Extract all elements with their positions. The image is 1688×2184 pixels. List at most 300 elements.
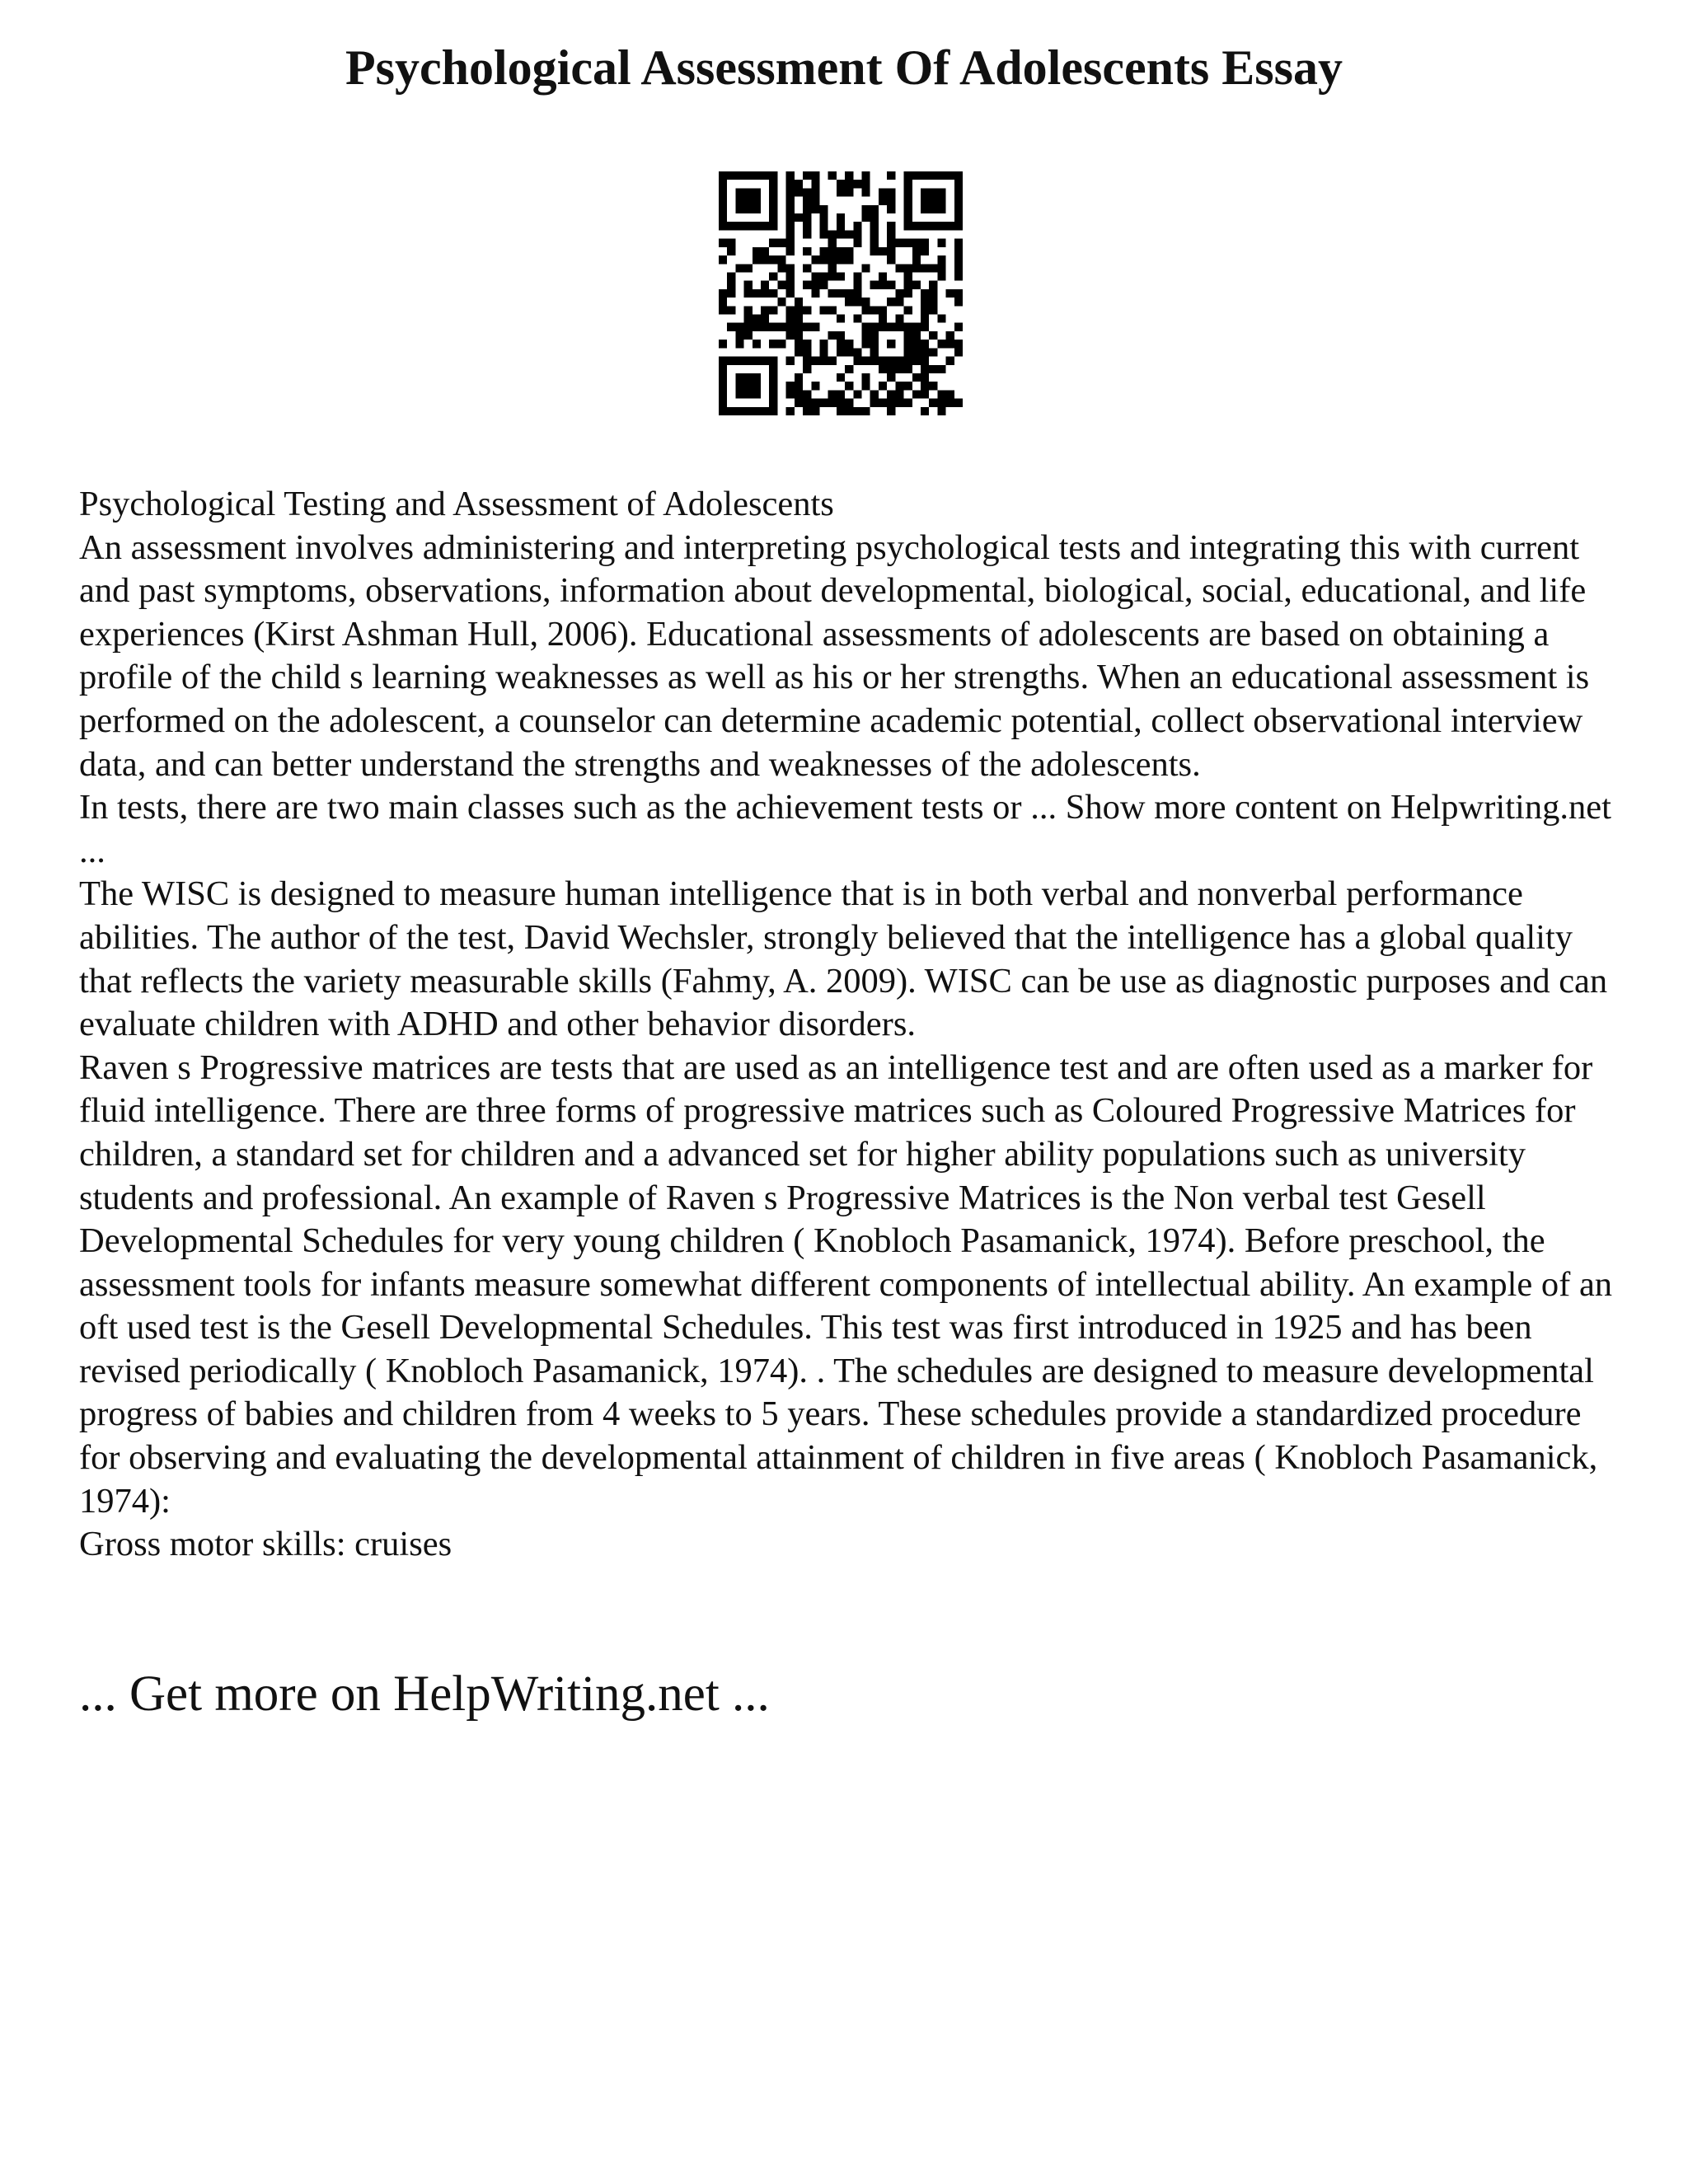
qr-module bbox=[929, 171, 937, 180]
qr-module bbox=[744, 357, 753, 365]
qr-module bbox=[837, 180, 845, 188]
qr-module bbox=[744, 171, 753, 180]
qr-module bbox=[828, 272, 837, 280]
qr-module bbox=[954, 255, 963, 264]
qr-module bbox=[862, 340, 870, 348]
qr-module bbox=[819, 357, 828, 365]
qr-module bbox=[811, 255, 819, 264]
qr-module bbox=[761, 315, 769, 323]
qr-module bbox=[753, 197, 761, 205]
get-more-link[interactable]: ... Get more on HelpWriting.net ... bbox=[79, 1666, 770, 1722]
qr-module bbox=[921, 247, 929, 255]
qr-module bbox=[837, 247, 845, 255]
qr-module bbox=[921, 357, 929, 365]
qr-module bbox=[753, 315, 761, 323]
qr-module bbox=[735, 331, 743, 340]
qr-module bbox=[895, 399, 903, 407]
qr-module bbox=[921, 382, 929, 390]
qr-module bbox=[904, 323, 912, 331]
qr-module bbox=[753, 247, 761, 255]
qr-module bbox=[954, 247, 963, 255]
qr-module bbox=[719, 197, 727, 205]
qr-module bbox=[744, 407, 753, 415]
qr-module bbox=[921, 298, 929, 306]
qr-module bbox=[937, 239, 945, 247]
qr-module bbox=[811, 197, 819, 205]
paragraph: Raven s Progressive matrices are tests that are used as an intelligence test and are often used as a marker for fluid intelligence. There are three forms of progressive matrices such as Coloured Progressive Matrices for children, a standard set for children and a advanced set for higher ability populations such as university students and professional. An example of Raven s Progressive Matrices is the Non verbal test Gesell Developmental Schedules for very young children ( Knobloch Pasamanick, 1974). Before preschool, the assessment tools for infants measure somewhat different components of intellectual ability. An example of an oft used test is the Gesell Developmental Schedules. This test was first introduced in 1925 and has been revised periodically ( Knobloch Pasamanick, 1974). . The schedules are designed to measure developmental progress of babies and children from 4 weeks to 5 years. These schedules provide a standardized procedure for observing and evaluating the developmental attainment of children in five areas ( Knobloch Pasamanick, 1974): bbox=[79, 1047, 1613, 1521]
qr-module bbox=[937, 407, 945, 415]
qr-module bbox=[895, 382, 903, 390]
qr-module bbox=[904, 239, 912, 247]
qr-module bbox=[795, 323, 803, 331]
qr-module bbox=[887, 390, 895, 398]
qr-module bbox=[744, 222, 753, 230]
qr-module bbox=[887, 239, 895, 247]
qr-module bbox=[761, 222, 769, 230]
qr-module bbox=[727, 222, 735, 230]
qr-module bbox=[735, 222, 743, 230]
qr-module bbox=[937, 171, 945, 180]
qr-module bbox=[929, 264, 937, 272]
qr-module bbox=[929, 289, 937, 298]
qr-module bbox=[735, 357, 743, 365]
qr-module bbox=[904, 197, 912, 205]
qr-module bbox=[719, 382, 727, 390]
qr-module bbox=[744, 188, 753, 196]
qr-module bbox=[777, 323, 785, 331]
qr-module bbox=[811, 407, 819, 415]
qr-module bbox=[811, 323, 819, 331]
qr-module bbox=[921, 264, 929, 272]
qr-module bbox=[719, 298, 727, 306]
qr-module bbox=[887, 255, 895, 264]
qr-module bbox=[761, 323, 769, 331]
qr-module bbox=[837, 407, 845, 415]
qr-module bbox=[837, 373, 845, 382]
qr-module bbox=[929, 197, 937, 205]
qr-module bbox=[786, 390, 795, 398]
qr-module bbox=[870, 323, 879, 331]
qr-module bbox=[845, 298, 853, 306]
qr-module bbox=[777, 264, 785, 272]
qr-module bbox=[719, 306, 727, 314]
qr-module bbox=[786, 222, 795, 230]
qr-module bbox=[921, 205, 929, 213]
qr-module bbox=[761, 407, 769, 415]
qr-module bbox=[912, 281, 921, 289]
qr-module bbox=[753, 340, 761, 348]
qr-module bbox=[912, 323, 921, 331]
qr-module bbox=[954, 222, 963, 230]
qr-module bbox=[786, 382, 795, 390]
qr-module bbox=[862, 205, 870, 213]
qr-module bbox=[735, 171, 743, 180]
qr-module bbox=[921, 306, 929, 314]
qr-module bbox=[887, 247, 895, 255]
qr-module bbox=[887, 197, 895, 205]
qr-module bbox=[769, 222, 777, 230]
qr-module bbox=[819, 348, 828, 356]
qr-module bbox=[727, 357, 735, 365]
qr-module bbox=[895, 323, 903, 331]
qr-module bbox=[937, 264, 945, 272]
qr-module bbox=[946, 399, 954, 407]
qr-module bbox=[735, 340, 743, 348]
qr-module bbox=[761, 247, 769, 255]
qr-module bbox=[921, 390, 929, 398]
qr-module bbox=[904, 171, 912, 180]
qr-module bbox=[803, 213, 811, 222]
qr-module bbox=[786, 357, 795, 365]
qr-module bbox=[811, 180, 819, 188]
qr-module bbox=[895, 239, 903, 247]
qr-module bbox=[719, 340, 727, 348]
qr-module bbox=[828, 239, 837, 247]
qr-module bbox=[769, 197, 777, 205]
qr-module bbox=[735, 390, 743, 398]
qr-module bbox=[870, 213, 879, 222]
qr-module bbox=[735, 323, 743, 331]
qr-module bbox=[761, 255, 769, 264]
qr-module bbox=[879, 315, 887, 323]
qr-module bbox=[819, 281, 828, 289]
qr-module bbox=[921, 315, 929, 323]
qr-module bbox=[828, 306, 837, 314]
qr-module bbox=[719, 390, 727, 398]
qr-module bbox=[828, 255, 837, 264]
paragraph-show-more: In tests, there are two main classes such as the achievement tests or ... Show more content on Helpwriting.net ... bbox=[79, 788, 1611, 870]
qr-module bbox=[837, 255, 845, 264]
qr-module bbox=[795, 298, 803, 306]
qr-module bbox=[837, 315, 845, 323]
qr-module bbox=[753, 289, 761, 298]
qr-module bbox=[912, 390, 921, 398]
qr-module bbox=[819, 222, 828, 230]
qr-module bbox=[895, 289, 903, 298]
qr-module bbox=[912, 340, 921, 348]
qr-module bbox=[879, 382, 887, 390]
qr-module bbox=[803, 247, 811, 255]
qr-module bbox=[879, 197, 887, 205]
qr-module bbox=[895, 315, 903, 323]
qr-module bbox=[727, 289, 735, 298]
qr-module bbox=[769, 382, 777, 390]
qr-module bbox=[727, 247, 735, 255]
qr-module bbox=[954, 205, 963, 213]
qr-module bbox=[803, 222, 811, 230]
qr-module bbox=[769, 323, 777, 331]
qr-module bbox=[937, 272, 945, 280]
qr-module bbox=[837, 289, 845, 298]
paragraph: Gross motor skills: cruises bbox=[79, 1525, 452, 1564]
qr-module bbox=[853, 407, 861, 415]
qr-module bbox=[870, 348, 879, 356]
qr-module bbox=[786, 281, 795, 289]
qr-module bbox=[795, 331, 803, 340]
qr-module bbox=[879, 323, 887, 331]
qr-module bbox=[786, 315, 795, 323]
qr-module bbox=[904, 264, 912, 272]
qr-module bbox=[904, 188, 912, 196]
qr-module bbox=[845, 382, 853, 390]
qr-module bbox=[937, 197, 945, 205]
qr-module bbox=[803, 365, 811, 373]
qr-module bbox=[819, 340, 828, 348]
qr-module bbox=[803, 357, 811, 365]
qr-module bbox=[803, 390, 811, 398]
paragraph: The WISC is designed to measure human intelligence that is in both verbal and nonverbal performance abilities. The author of the test, David Wechsler, strongly believed that the intelligence has a global quality that reflects the variety measurable skills (Fahmy, A. 2009). WISC can be use as diagnostic purposes and can evaluate children with ADHD and other behavior disorders. bbox=[79, 874, 1608, 1044]
qr-module bbox=[853, 289, 861, 298]
qr-module bbox=[870, 340, 879, 348]
qr-module bbox=[904, 357, 912, 365]
qr-module bbox=[819, 306, 828, 314]
qr-module bbox=[744, 373, 753, 382]
qr-module bbox=[862, 331, 870, 340]
qr-module bbox=[845, 289, 853, 298]
qr-module bbox=[786, 306, 795, 314]
qr-module bbox=[828, 357, 837, 365]
qr-module bbox=[887, 407, 895, 415]
qr-module bbox=[937, 205, 945, 213]
qr-module bbox=[921, 373, 929, 382]
qr-module bbox=[904, 348, 912, 356]
qr-module bbox=[795, 315, 803, 323]
qr-module bbox=[937, 390, 945, 398]
qr-module bbox=[811, 289, 819, 298]
qr-module bbox=[803, 348, 811, 356]
qr-module bbox=[819, 230, 828, 238]
qr-module bbox=[786, 213, 795, 222]
qr-module bbox=[904, 289, 912, 298]
qr-module bbox=[803, 264, 811, 272]
qr-module bbox=[929, 298, 937, 306]
qr-module bbox=[786, 407, 795, 415]
qr-module bbox=[937, 315, 945, 323]
qr-module bbox=[819, 255, 828, 264]
qr-module bbox=[744, 315, 753, 323]
qr-module bbox=[777, 255, 785, 264]
qr-module bbox=[803, 188, 811, 196]
paragraph-heading: Psychological Testing and Assessment of Adolescents bbox=[79, 485, 834, 523]
qr-module bbox=[777, 340, 785, 348]
qr-module bbox=[828, 399, 837, 407]
qr-module bbox=[929, 222, 937, 230]
qr-module bbox=[954, 180, 963, 188]
qr-module bbox=[853, 180, 861, 188]
qr-module bbox=[769, 340, 777, 348]
qr-module bbox=[744, 382, 753, 390]
qr-module bbox=[912, 239, 921, 247]
qr-module bbox=[954, 348, 963, 356]
qr-module bbox=[879, 272, 887, 280]
qr-module bbox=[786, 180, 795, 188]
qr-module bbox=[819, 247, 828, 255]
qr-module bbox=[904, 281, 912, 289]
qr-module bbox=[761, 281, 769, 289]
qr-module bbox=[719, 365, 727, 373]
qr-module bbox=[887, 205, 895, 213]
qr-module bbox=[921, 188, 929, 196]
qr-module bbox=[921, 323, 929, 331]
qr-module bbox=[769, 407, 777, 415]
qr-module bbox=[803, 205, 811, 213]
qr-module bbox=[879, 247, 887, 255]
qr-module bbox=[904, 340, 912, 348]
qr-module bbox=[870, 281, 879, 289]
qr-module bbox=[921, 407, 929, 415]
qr-module bbox=[912, 357, 921, 365]
qr-module bbox=[879, 399, 887, 407]
qr-module bbox=[887, 357, 895, 365]
qr-module bbox=[862, 382, 870, 390]
qr-module bbox=[795, 213, 803, 222]
qr-module bbox=[744, 331, 753, 340]
qr-module bbox=[853, 357, 861, 365]
qr-module bbox=[828, 171, 837, 180]
qr-module bbox=[862, 298, 870, 306]
qr-module bbox=[921, 222, 929, 230]
qr-module bbox=[735, 407, 743, 415]
qr-module bbox=[735, 205, 743, 213]
qr-module bbox=[795, 348, 803, 356]
qr-module bbox=[845, 399, 853, 407]
qr-module bbox=[887, 298, 895, 306]
qr-module bbox=[954, 197, 963, 205]
qr-module bbox=[862, 213, 870, 222]
qr-module bbox=[744, 205, 753, 213]
qr-module bbox=[769, 205, 777, 213]
qr-module bbox=[795, 188, 803, 196]
qr-module bbox=[811, 205, 819, 213]
qr-module bbox=[921, 365, 929, 373]
qr-module bbox=[769, 390, 777, 398]
qr-module bbox=[753, 188, 761, 196]
qr-module bbox=[819, 272, 828, 280]
qr-module bbox=[921, 197, 929, 205]
qr-module bbox=[887, 323, 895, 331]
qr-module bbox=[786, 230, 795, 238]
qr-module bbox=[803, 407, 811, 415]
qr-code-icon bbox=[719, 171, 963, 415]
qr-module bbox=[727, 239, 735, 247]
qr-module bbox=[912, 255, 921, 264]
qr-module bbox=[929, 365, 937, 373]
qr-module bbox=[870, 205, 879, 213]
qr-module bbox=[912, 247, 921, 255]
qr-module bbox=[803, 306, 811, 314]
qr-module bbox=[921, 340, 929, 348]
qr-module bbox=[828, 247, 837, 255]
qr-module bbox=[744, 323, 753, 331]
qr-module bbox=[862, 373, 870, 382]
qr-module bbox=[845, 340, 853, 348]
qr-module bbox=[954, 213, 963, 222]
qr-module bbox=[837, 188, 845, 196]
qr-module bbox=[795, 382, 803, 390]
qr-module bbox=[753, 205, 761, 213]
qr-module bbox=[904, 213, 912, 222]
qr-module bbox=[837, 222, 845, 230]
qr-module bbox=[937, 399, 945, 407]
qr-module bbox=[845, 247, 853, 255]
qr-module bbox=[753, 382, 761, 390]
qr-module bbox=[946, 222, 954, 230]
qr-module bbox=[921, 348, 929, 356]
qr-module bbox=[819, 399, 828, 407]
qr-module bbox=[946, 289, 954, 298]
qr-module bbox=[887, 188, 895, 196]
qr-module bbox=[744, 264, 753, 272]
qr-module bbox=[735, 188, 743, 196]
qr-module bbox=[870, 306, 879, 314]
qr-module bbox=[929, 399, 937, 407]
qr-module bbox=[929, 382, 937, 390]
qr-module bbox=[929, 348, 937, 356]
qr-module bbox=[921, 289, 929, 298]
qr-module bbox=[719, 213, 727, 222]
qr-module bbox=[929, 331, 937, 340]
qr-module bbox=[803, 399, 811, 407]
qr-module bbox=[735, 373, 743, 382]
qr-module bbox=[727, 171, 735, 180]
qr-module bbox=[753, 323, 761, 331]
qr-module bbox=[904, 306, 912, 314]
qr-module bbox=[912, 348, 921, 356]
qr-module bbox=[954, 298, 963, 306]
qr-module bbox=[887, 340, 895, 348]
qr-module bbox=[837, 348, 845, 356]
qr-module bbox=[904, 205, 912, 213]
qr-module bbox=[862, 171, 870, 180]
qr-module bbox=[887, 373, 895, 382]
qr-module bbox=[845, 255, 853, 264]
qr-module bbox=[719, 407, 727, 415]
qr-module bbox=[937, 340, 945, 348]
qr-module bbox=[811, 188, 819, 196]
qr-module bbox=[811, 281, 819, 289]
qr-module bbox=[904, 222, 912, 230]
qr-module bbox=[937, 365, 945, 373]
qr-module bbox=[803, 340, 811, 348]
qr-module bbox=[870, 331, 879, 340]
qr-module bbox=[761, 171, 769, 180]
qr-module bbox=[786, 205, 795, 213]
qr-module bbox=[761, 357, 769, 365]
qr-module bbox=[929, 306, 937, 314]
qr-module bbox=[727, 323, 735, 331]
qr-module bbox=[853, 222, 861, 230]
qr-module bbox=[777, 239, 785, 247]
qr-module bbox=[769, 373, 777, 382]
qr-module bbox=[853, 390, 861, 398]
qr-module bbox=[811, 399, 819, 407]
qr-module bbox=[769, 306, 777, 314]
qr-module bbox=[769, 272, 777, 280]
qr-module bbox=[719, 239, 727, 247]
qr-module bbox=[853, 230, 861, 238]
qr-module bbox=[769, 365, 777, 373]
qr-module bbox=[719, 289, 727, 298]
qr-module bbox=[786, 323, 795, 331]
qr-module bbox=[744, 306, 753, 314]
qr-module bbox=[719, 188, 727, 196]
qr-module bbox=[786, 188, 795, 196]
qr-module bbox=[887, 171, 895, 180]
qr-module bbox=[845, 348, 853, 356]
qr-module bbox=[870, 230, 879, 238]
qr-module bbox=[904, 331, 912, 340]
qr-module bbox=[803, 281, 811, 289]
